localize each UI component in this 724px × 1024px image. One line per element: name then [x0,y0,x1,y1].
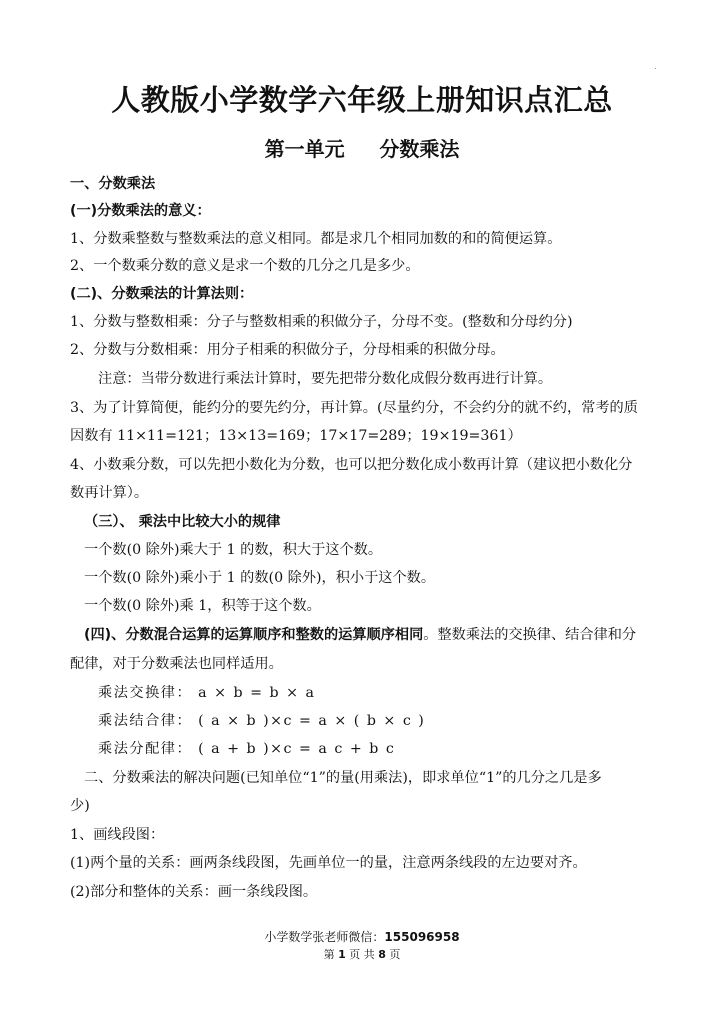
paragraph-line-mixed [84,625,674,645]
unit-title: 第一单元 分数乘法 [264,137,460,161]
footer-contact-number: 155096958 [384,930,460,944]
page-middle: 页 共 [349,948,375,961]
paragraph-line: 2、一个数乘分数的意义是求一个数的几分之几是多少。 [70,258,420,274]
paragraph-line: 一个数(0 除外)乘小于 1 的数(0 除外)，积小于这个数。 [84,570,436,586]
page-current: 1 [338,948,346,961]
paragraph-line: 少) [70,798,90,814]
paragraph-line: (2)部分和整体的关系：画一条线段图。 [70,884,318,900]
paragraph-line: (1)两个量的关系：画两条线段图，先画单位一的量，注意两条线段的左边要对齐。 [70,855,587,871]
footer-page-number [0,946,724,962]
subsection-heading-2: (二)、分数乘法的计算法则： [70,286,254,302]
paragraph-line: 一个数(0 除外)乘 1，积等于这个数。 [84,598,321,614]
formula-associative: 乘法结合律： ( a × b )×c = a × ( b × c ) [98,713,426,729]
paragraph-line: 1、分数乘整数与整数乘法的意义相同。都是求几个相同加数的和的简便运算。 [70,231,562,247]
paragraph-line: 1、分数与整数相乘：分子与整数相乘的积做分子，分母不变。(整数和分母约分) [70,314,573,330]
page-suffix: 页 [389,948,401,961]
paragraph-line: 3、为了计算简便，能约分的要先约分，再计算。(尽量约分，不会约分的就不约，常考的质 [70,400,638,416]
paragraph-line: 4、小数乘分数，可以先把小数化为分数，也可以把分数化成小数再计算（建议把小数化分 [70,457,633,473]
page-total: 8 [378,948,386,961]
note-line: 注意：当带分数进行乘法计算时，要先把带分数化成假分数再进行计算。 [98,371,553,387]
paragraph-line: 2、分数与分数相乘：用分子相乘的积做分子，分母相乘的积做分母。 [70,342,505,358]
formula-commutative: 乘法交换律： a × b = b × a [98,685,316,701]
stray-dot [655,68,656,69]
footer-contact-label: 小学数学张老师微信： [264,930,385,944]
page-prefix: 第 [323,948,335,961]
formula-distributive: 乘法分配律： ( a + b )×c = a c + b c [98,741,396,757]
paragraph-line: 一个数(0 除外)乘大于 1 的数，积大于这个数。 [84,542,383,558]
subsection-heading-1: (一)分数乘法的意义： [70,203,211,219]
subsection-heading-3: （三）、 乘法中比较大小的规律 [84,514,281,530]
paragraph-line: 数再计算）。 [70,485,149,501]
subsection-heading-4: (四)、分数混合运算的运算顺序和整数的运算顺序相同 [84,627,424,643]
section-heading-1: 一、分数乘法 [70,176,156,192]
document-title: 人教版小学数学六年级上册知识点汇总 [111,83,613,117]
footer-contact [0,928,724,945]
paragraph-line: 因数有 11×11=121；13×13=169；17×17=289；19×19=361） [70,428,522,444]
section-heading-2: 二、分数乘法的解决问题(已知单位“1”的量(用乘法)，即求单位“1”的几分之几是多 [84,770,602,786]
paragraph-line: 1、画线段图： [70,827,165,843]
paragraph-text: 。整数乘法的交换律、结合律和分 [423,627,637,643]
paragraph-line: 配律，对于分数乘法也同样适用。 [70,656,283,672]
